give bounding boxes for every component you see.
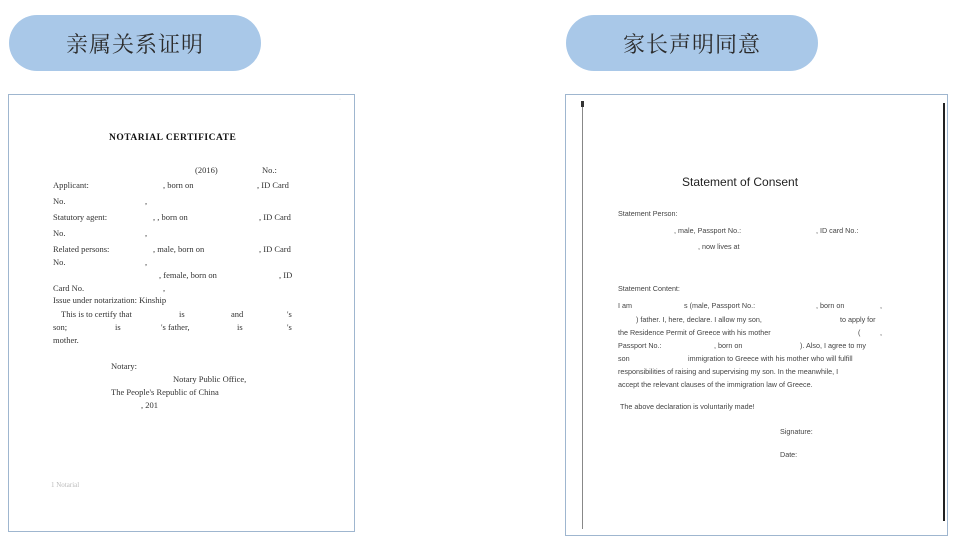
statement-person-label: Statement Person: <box>618 209 678 218</box>
label-kinship-certificate: 亲属关系证明 <box>9 15 261 71</box>
son-is: is <box>115 322 121 332</box>
content-line3-c: , <box>880 328 882 337</box>
content-line2-b: to apply for <box>840 315 876 324</box>
father-label: 's father, <box>161 322 190 332</box>
related-id-2: , ID <box>279 270 293 280</box>
statement-content-label: Statement Content: <box>618 284 680 293</box>
person-lives-at: , now lives at <box>698 242 740 251</box>
notarial-certificate-document <box>8 94 355 532</box>
certify-and: and <box>231 309 244 319</box>
content-line1-d: , <box>880 301 882 310</box>
statutory-born: , , born on <box>153 212 188 222</box>
voluntary-line: The above declaration is voluntarily made! <box>620 402 755 411</box>
certify-s: 's <box>287 309 292 319</box>
label-parental-consent: 家长声明同意 <box>566 15 818 71</box>
applicant-no: No. <box>53 196 66 206</box>
content-line4-b: , born on <box>714 341 743 350</box>
son-label: son; <box>53 322 68 332</box>
scan-mark-top <box>581 101 584 107</box>
applicant-label: Applicant: <box>53 180 89 190</box>
statutory-comma: , <box>145 228 148 238</box>
scan-edge-right <box>943 103 945 521</box>
related-no: No. <box>53 257 66 267</box>
father-is: is <box>237 322 243 332</box>
content-line7: accept the relevant clauses of the immigration law of Greece. <box>618 380 813 389</box>
date-label: Date: <box>780 450 798 459</box>
content-line3-a: the Residence Permit of Greece with his mother <box>618 328 771 337</box>
content-line4-a: Passport No.: <box>618 341 662 350</box>
related-female-born: , female, born on <box>159 270 217 280</box>
issue-line: Issue under notarization: Kinship <box>53 295 167 305</box>
statement-of-consent-document <box>565 94 948 536</box>
footer-mark: 1 Notarial <box>51 481 80 489</box>
notary-label: Notary: <box>111 361 137 371</box>
content-line1-a: I am <box>618 301 632 310</box>
related-label: Related persons: <box>53 244 110 254</box>
consent-title: Statement of Consent <box>682 175 799 189</box>
father-s: 's <box>287 322 292 332</box>
notary-date: , 201 <box>141 400 158 410</box>
content-line1-b: s (male, Passport No.: <box>684 301 756 310</box>
content-line4-c: ). Also, I agree to my <box>800 341 866 350</box>
statutory-id: , ID Card <box>259 212 291 222</box>
statutory-no: No. <box>53 228 66 238</box>
scan-edge-left <box>582 101 583 529</box>
content-line6: responsibilities of raising and supervising my son. In the meanwhile, I <box>618 367 839 376</box>
notarial-title: NOTARIAL CERTIFICATE <box>109 133 237 143</box>
card-no-label: Card No. <box>53 283 85 293</box>
related-comma: , <box>145 257 148 267</box>
mother-label: mother. <box>53 335 79 345</box>
content-line3-b: ( <box>858 328 861 337</box>
content-line5-b: immigration to Greece with his mother who will fulfill <box>688 354 853 363</box>
certify-is: is <box>179 309 185 319</box>
person-id-card: , ID card No.: <box>816 226 859 235</box>
person-passport: , male, Passport No.: <box>674 226 742 235</box>
certify-line: This is to certify that <box>61 309 132 319</box>
related-male-born: , male, born on <box>153 244 205 254</box>
corner-mark: · <box>339 97 341 103</box>
number-label: No.: <box>262 165 277 175</box>
notary-office: Notary Public Office, <box>173 374 247 384</box>
related-id: , ID Card <box>259 244 291 254</box>
applicant-comma: , <box>145 196 148 206</box>
content-line1-c: , born on <box>816 301 845 310</box>
applicant-id: , ID Card <box>257 180 289 190</box>
card-no-comma: , <box>163 283 166 293</box>
notary-prc: The People's Republic of China <box>111 387 219 397</box>
content-line5-a: son <box>618 354 630 363</box>
signature-label: Signature: <box>780 427 813 436</box>
year: (2016) <box>195 165 218 175</box>
statutory-label: Statutory agent: <box>53 212 108 222</box>
applicant-born: , born on <box>163 180 194 190</box>
content-line2-a: ) father. I, here, declare. I allow my son, <box>636 315 762 324</box>
